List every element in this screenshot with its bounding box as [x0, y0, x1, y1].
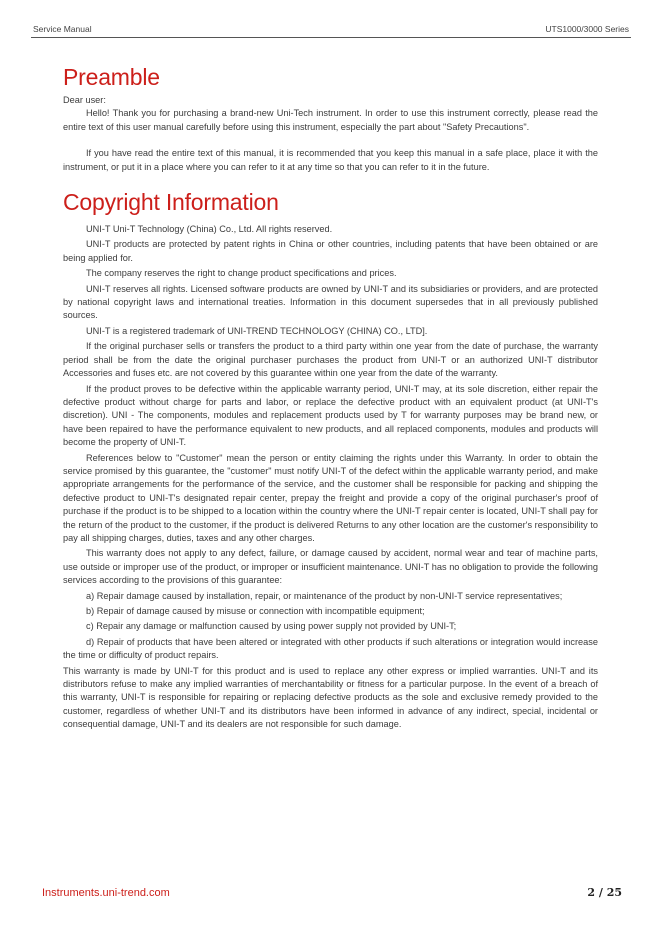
copyright-paragraph: References below to "Customer" mean the person or entity claiming the rights under this Warranty. In order to obtain the service promised by this guarantee, the "customer" must notify UNI-T of the defect within the applicable warranty period, and make appropriate arrangements for the performance of the service, and the customer shall be responsible for packing and shipping the defective product to UNI-T's designated repair center, prepay the freight and provide a copy of the original purchaser's proof of purchase if the product is to be shipped to a location within the country where the UNI-T repair center is located, UNI-T shall pay for the return of the product to the customer, if the product is delivered Returns to any other location are the customer's responsibility to pay all shipping charges, duties, taxes and any other charges. — [63, 452, 598, 543]
footer-website-link[interactable]: Instruments.uni-trend.com — [42, 887, 170, 899]
preamble-greeting: Dear user: — [63, 95, 106, 105]
copyright-paragraph: The company reserves the right to change product specifications and prices. — [86, 268, 397, 279]
copyright-heading: Copyright Information — [63, 189, 279, 216]
preamble-paragraph-2: If you have read the entire text of this manual, it is recommended that you keep this manual in a safe place, place it with the instrument, or put it in a place where you can refer to it at any time so that you can refer to it in the future. — [63, 148, 598, 172]
warranty-exclusion-item: a) Repair damage caused by installation, repair, or maintenance of the product by non-UNI-T service representatives; — [86, 590, 563, 601]
copyright-paragraph: UNI-T products are protected by patent rights in China or other countries, including patents that have been obtained or are being applied for. — [63, 239, 598, 263]
copyright-paragraph: If the original purchaser sells or transfers the product to a third party within one year from the date of purchase, the warranty period shall be from the date the original purchaser purchases the product from UNI-T or an authorized UNI-T distributor Accessories and fuses etc. are not covered by this guarantee within one year from the date of the warranty. — [63, 341, 598, 379]
copyright-paragraph: This warranty does not apply to any defect, failure, or damage caused by accident, normal wear and tear of machine parts, use outside or improper use of the product, or improper or insufficient maintenance. UNI-T has no obligation to provide the following services according to the provisions of this guarantee: — [63, 548, 598, 586]
page-number: 2 / 25 — [587, 886, 622, 899]
header-manual-title: Service Manual — [33, 24, 92, 34]
copyright-paragraph: UNI-T Uni-T Technology (China) Co., Ltd. All rights reserved. — [86, 224, 333, 235]
copyright-paragraph: UNI-T reserves all rights. Licensed software products are owned by UNI-T and its subsidiaries or providers, and are protected by national copyright laws and international treaties. Information in this document supersedes that in all previously published sources. — [63, 283, 598, 321]
warranty-exclusion-item: c) Repair any damage or malfunction caused by using power supply not provided by UNI-T; — [86, 621, 457, 632]
copyright-paragraph: UNI-T is a registered trademark of UNI-TREND TECHNOLOGY (CHINA) CO., LTD]. — [86, 325, 428, 336]
preamble-paragraph-1: Hello! Thank you for purchasing a brand-new Uni-Tech instrument. In order to use this instrument correctly, please read the entire text of this user manual carefully before using this instrument, especially the part about "Safety Precautions". — [63, 108, 598, 132]
copyright-paragraph: If the product proves to be defective within the applicable warranty period, UNI-T may, at its sole discretion, either repair the defective product without charge for parts and labor, or replace the defective product with an equivalent product (at UNI-T's discretion). UNI - The components, modules and replacement products used by T for warranty purposes may be brand new, or have been repaired to have the performance equivalent to new products, and all replaced components, modules and products will become the property of UNI-T. — [63, 383, 598, 448]
copyright-paragraph: This warranty is made by UNI-T for this product and is used to replace any other express or implied warranties. UNI-T and its distributors refuse to make any implied warranties of merchantability or fitness for a particular purpose. In the event of a breach of this warranty, UNI-T is responsible for repairing or replacing defective products as the sole and exclusive remedy provided to the customer, regardless of whether UNI-T and its distributors have been informed in advance of any indirect, special, incidental or consequential damage, UNI-T and its dealers are not responsible for such damage. — [63, 665, 598, 730]
preamble-heading: Preamble — [63, 64, 160, 90]
page-content — [63, 62, 598, 732]
header-series-name: UTS1000/3000 Series — [545, 24, 629, 34]
page-header — [31, 23, 631, 38]
warranty-exclusion-item: b) Repair of damage caused by misuse or connection with incompatible equipment; — [86, 606, 425, 616]
warranty-exclusion-item: d) Repair of products that have been altered or integrated with other products if such alterations or integration would increase the time or difficulty of product repairs. — [63, 636, 598, 661]
